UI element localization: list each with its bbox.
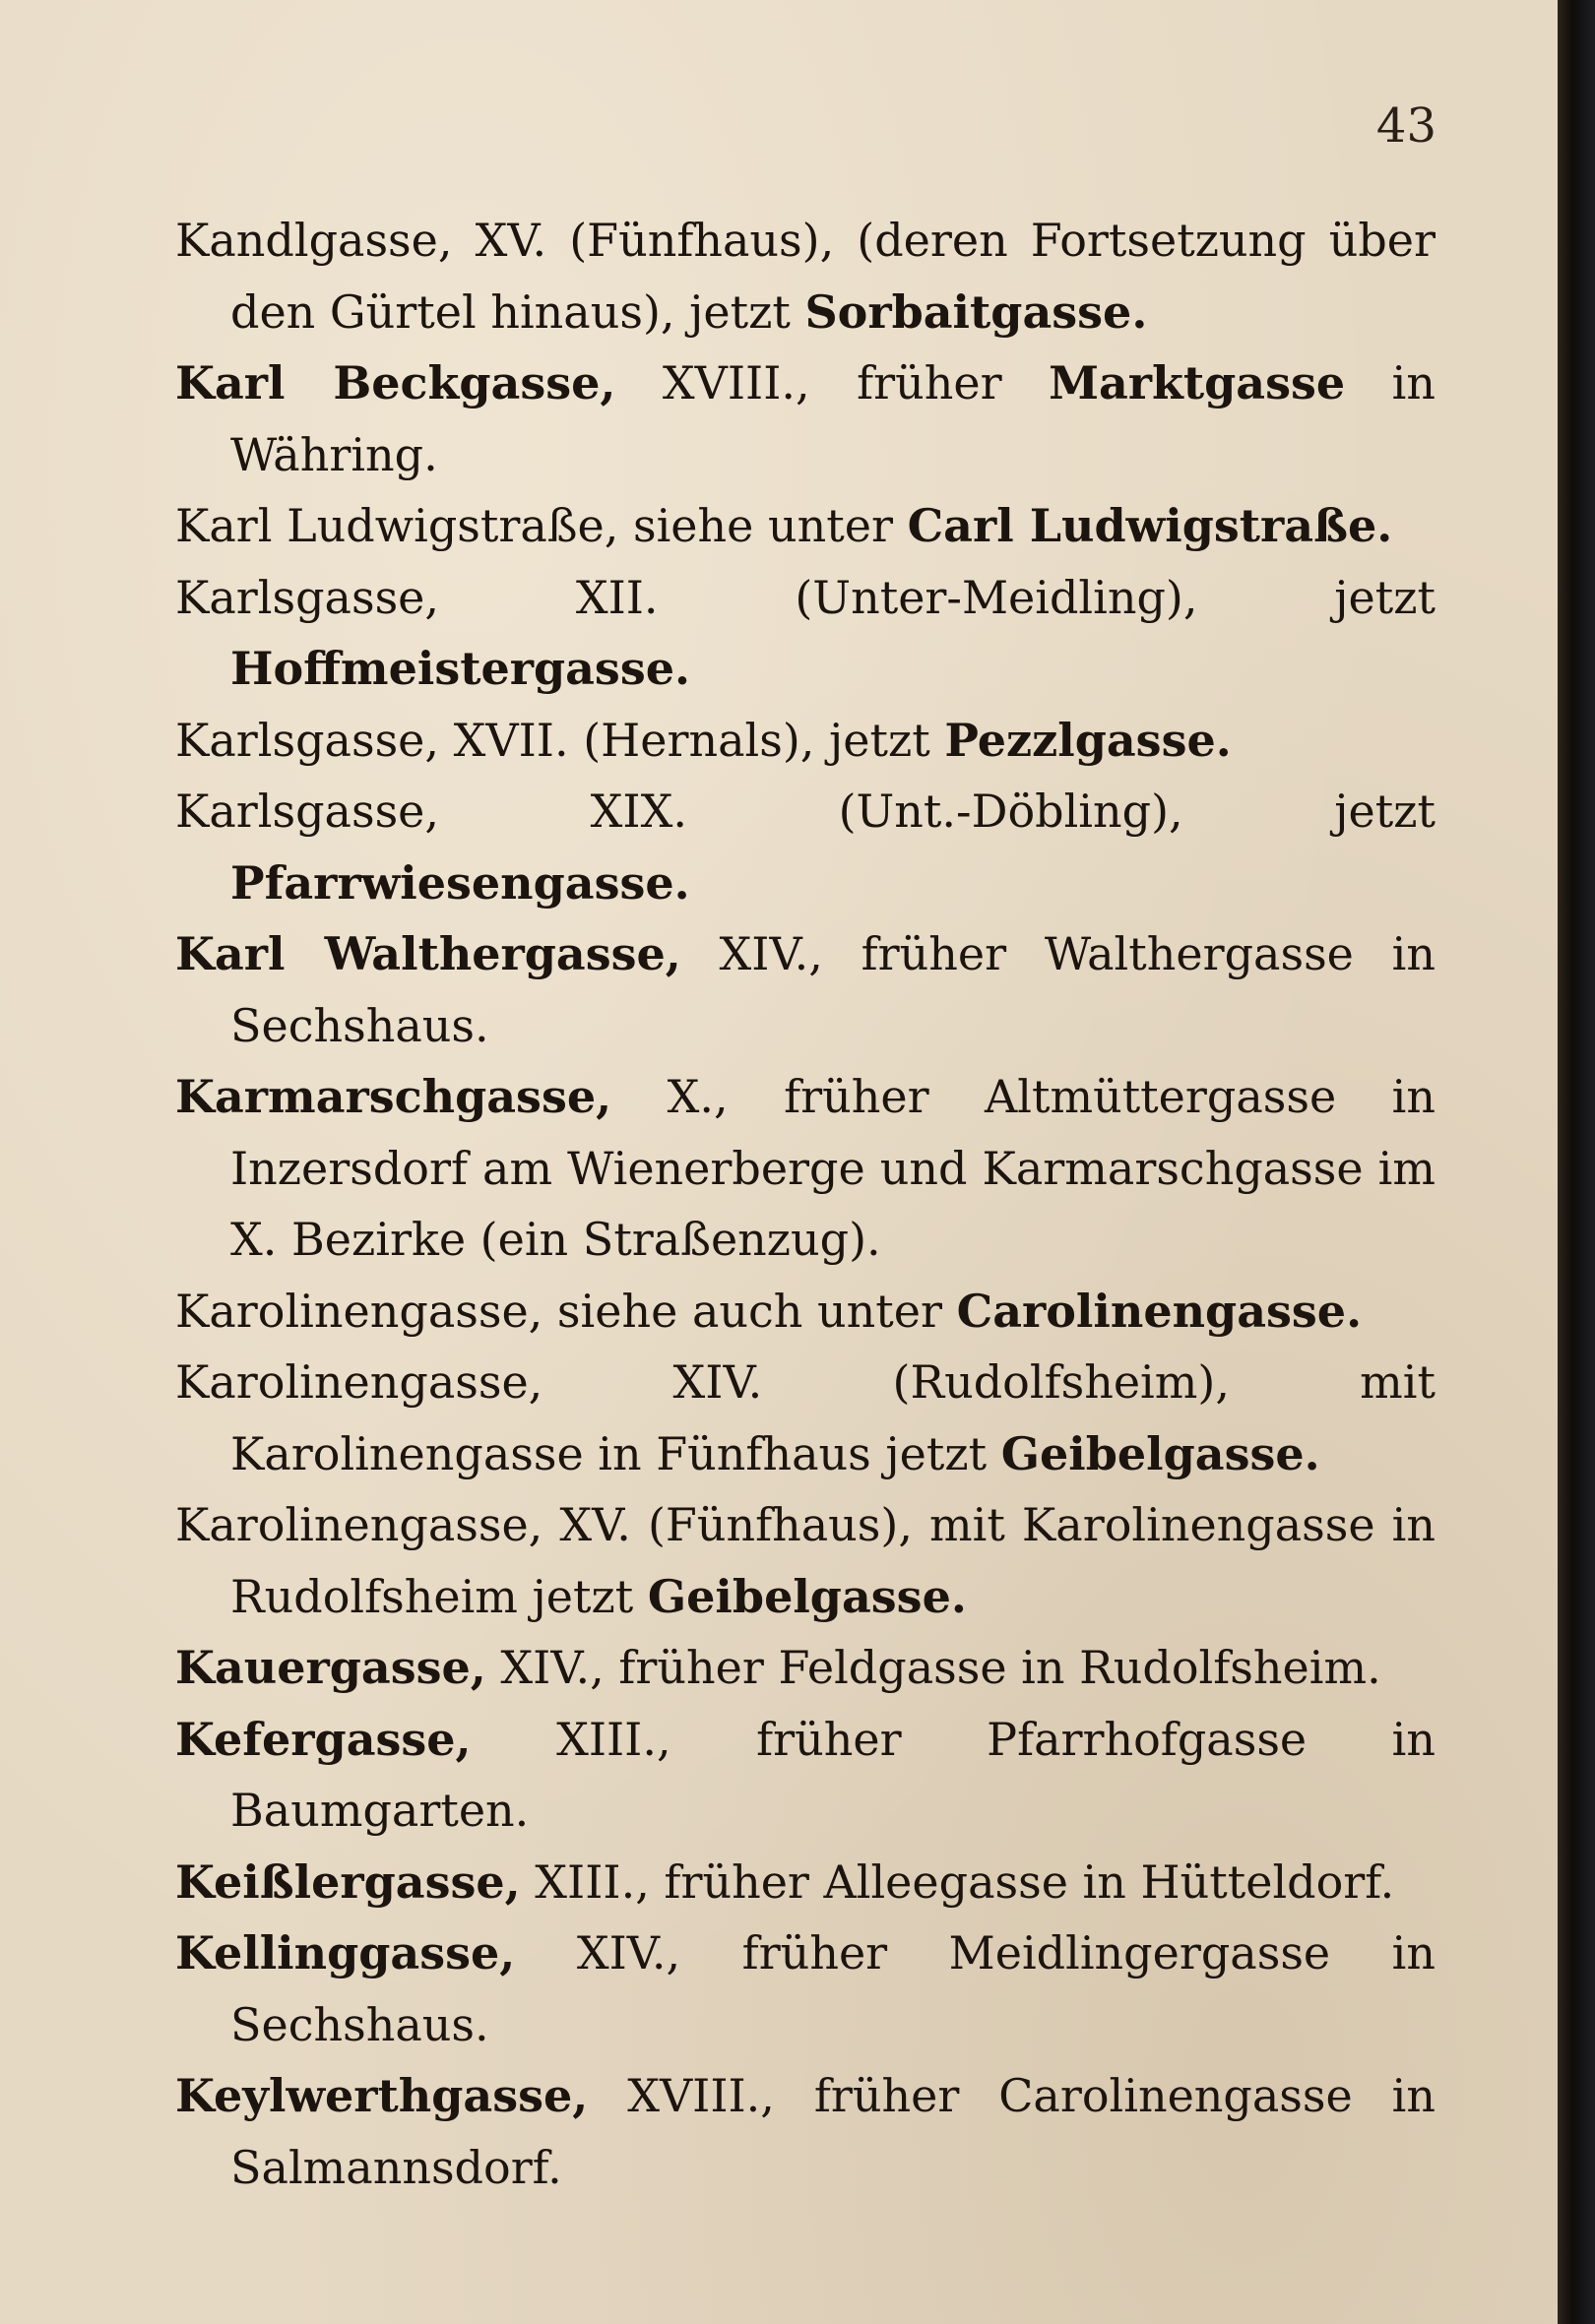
entry-list [175, 205, 1436, 2203]
entry-new-name: Hoffmeistergasse. [230, 642, 691, 695]
street-entry [175, 776, 1436, 918]
entry-text: XVII. (Hernals), jetzt [439, 713, 945, 767]
entry-text: XIX. (Unt.-Döbling), jetzt [439, 785, 1436, 838]
entry-text-tail: in Währing. [230, 356, 1436, 481]
street-entry [175, 1276, 1436, 1348]
street-entry [175, 1061, 1436, 1276]
entry-new-name: Pezzlgasse. [944, 713, 1232, 767]
entry-text: XIV., früher Walthergasse in Sechshaus. [230, 927, 1436, 1052]
entry-headword: Kefergasse, [175, 1712, 472, 1766]
street-entry [175, 347, 1436, 490]
entry-new-name: Marktgasse [1049, 356, 1346, 409]
entry-headword: Karlsgasse, [175, 785, 440, 838]
street-entry [175, 918, 1436, 1061]
street-entry [175, 205, 1436, 347]
entry-text: siehe auch unter [542, 1284, 957, 1338]
entry-text: XVIII., früher [615, 356, 1050, 409]
page-number: 43 [1375, 98, 1436, 154]
entry-headword: Karolinengasse, [175, 1498, 543, 1551]
entry-headword: Karl Ludwigstraße, [175, 499, 619, 552]
entry-text: XII. (Unter-Meidling), jetzt [439, 570, 1436, 624]
entry-headword: Kellinggasse, [175, 1926, 516, 1979]
entry-new-name: Pfarrwiesengasse. [230, 855, 690, 910]
street-entry [175, 490, 1436, 562]
street-entry [175, 1917, 1436, 2060]
entry-headword: Kauergasse, [175, 1641, 486, 1694]
street-entry [175, 705, 1436, 777]
entry-headword: Keylwerthgasse, [175, 2069, 589, 2122]
entry-text: X., früher Altmüttergasse in Inzersdorf am Wienerberge und Karmarschgasse im X. Bezirke (ein Straßenzug). [230, 1070, 1436, 1266]
entry-text: XIV., früher Meidlingergasse in Sechshaus. [230, 1926, 1436, 2051]
entry-headword: Karlsgasse, [175, 713, 440, 767]
entry-headword: Karl Walthergasse, [175, 927, 681, 980]
entry-text: XVIII., früher Carolinengasse in Salmannsdorf. [230, 2069, 1436, 2194]
book-spine [1558, 0, 1595, 2324]
entry-headword: Karmarschgasse, [175, 1070, 612, 1123]
entry-new-name: Geibelgasse. [647, 1569, 967, 1623]
entry-text: XIII., früher Pfarrhofgasse in Baumgarten. [230, 1712, 1436, 1837]
street-entry [175, 1347, 1436, 1489]
entry-text: XV. (Fünfhaus), (deren Fortsetzung über den Gürtel hinaus), jetzt [230, 214, 1436, 339]
entry-text: XV. (Fünfhaus), mit Karolinengasse in Rudolfsheim jetzt [230, 1498, 1436, 1623]
entry-new-name: Carolinengasse. [956, 1284, 1363, 1338]
entry-headword: Keißlergasse, [175, 1854, 521, 1909]
street-entry [175, 1847, 1436, 1918]
street-entry [175, 1489, 1436, 1632]
entry-new-name: Carl Ludwigstraße. [907, 499, 1393, 552]
street-entry [175, 1632, 1436, 1704]
entry-headword: Karlsgasse, [175, 570, 440, 624]
entry-headword: Karl Beckgasse, [175, 356, 616, 409]
entry-text: XIII., früher Alleegasse in Hütteldorf. [520, 1854, 1395, 1909]
entry-text: XIV., früher Feldgasse in Rudolfsheim. [485, 1641, 1381, 1694]
entry-new-name: Sorbaitgasse. [804, 284, 1148, 339]
entry-headword: Kandlgasse, [175, 214, 453, 267]
street-entry [175, 562, 1436, 705]
entry-new-name: Geibelgasse. [1000, 1426, 1320, 1480]
street-entry [175, 1704, 1436, 1847]
entry-headword: Karolinengasse, [175, 1355, 543, 1409]
entry-headword: Karolinengasse, [175, 1284, 543, 1338]
entry-text: siehe unter [618, 499, 908, 552]
entry-text: XIV. (Rudolfsheim), mit Karolinengasse in Fünfhaus jetzt [230, 1355, 1436, 1480]
street-entry [175, 2060, 1436, 2203]
